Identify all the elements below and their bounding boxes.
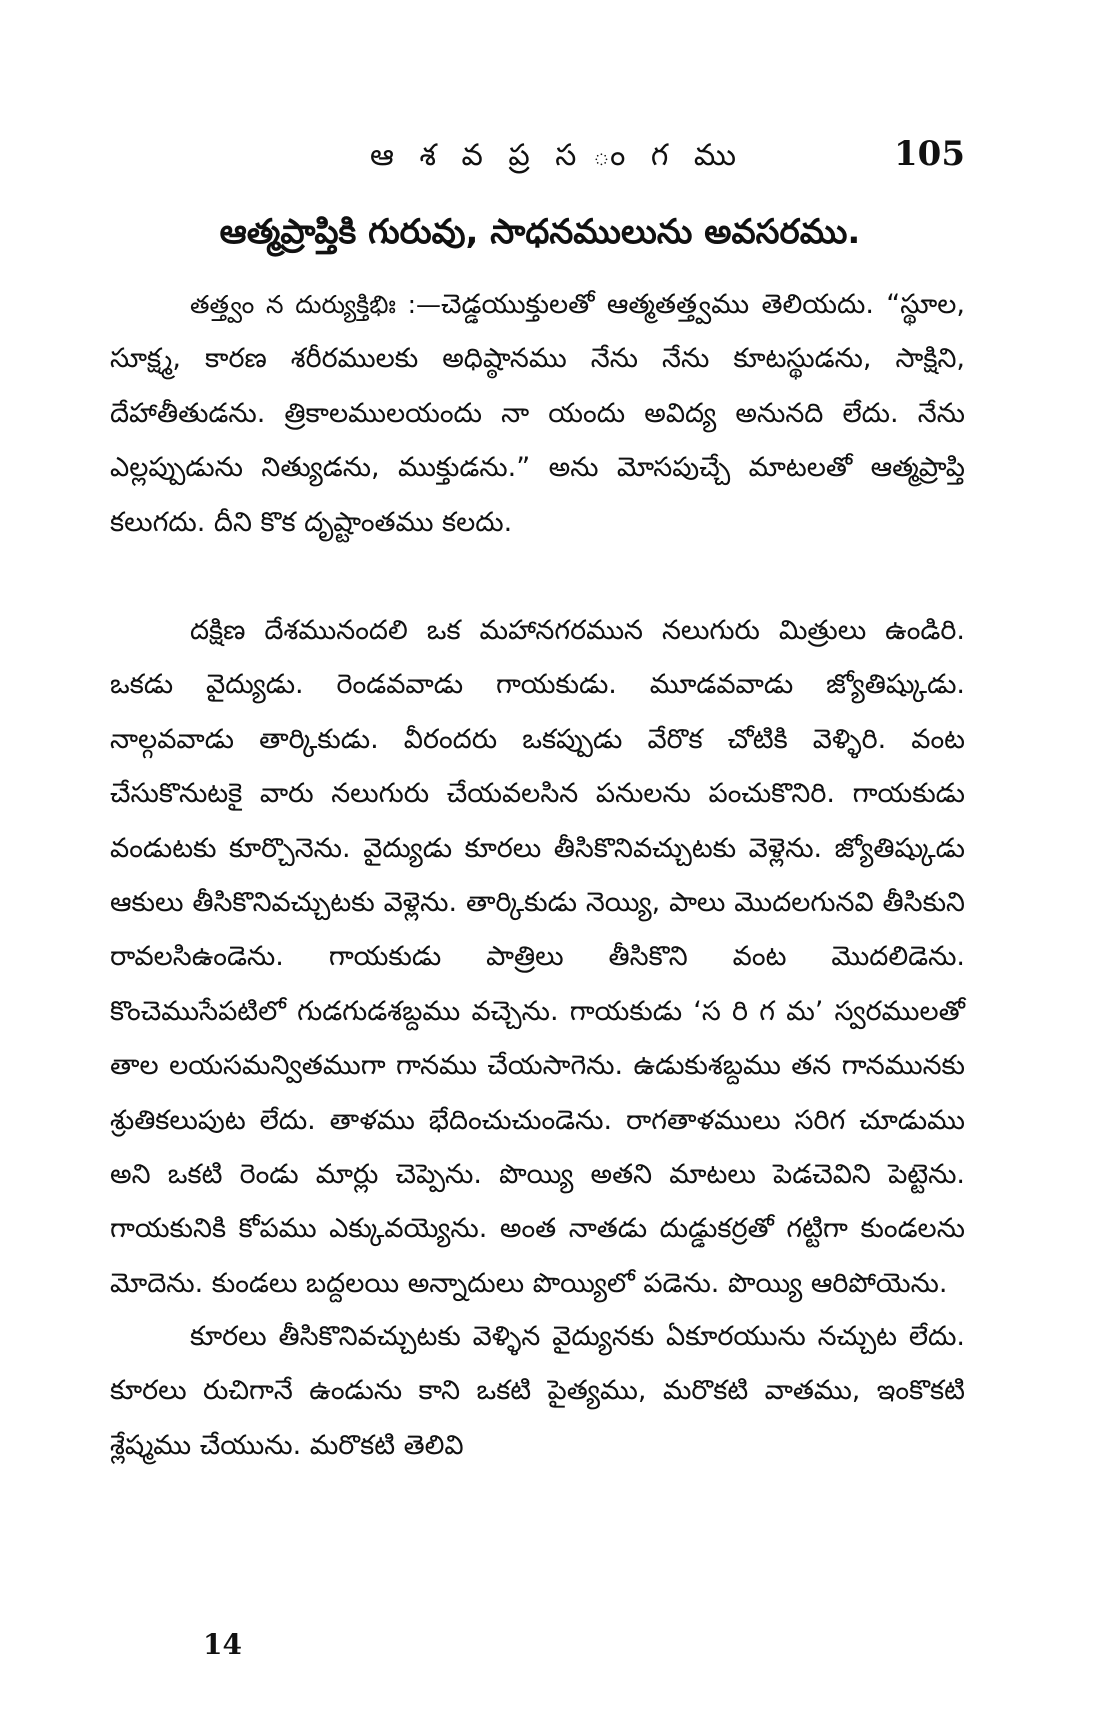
signature-mark: 14 (203, 1628, 242, 1661)
paragraph-1 (110, 278, 965, 604)
section-title: ఆత్మప్రాప్తికి గురువు, సాధనములును అవసరము. (219, 212, 861, 252)
page-header (110, 134, 965, 188)
paragraph-lead: తత్త్వం న దుర్యుక్తిభిః :— (190, 290, 442, 319)
page-number: 105 (894, 134, 965, 174)
paragraph-3: కూరలు తీసికొనివచ్చుటకు వెళ్ళిన వైద్యునకు ఏకూరయును నచ్చుట లేదు. కూరలు రుచిగానే ఉండును కాని ఒకటి పైత్యము, మరొకటి వాతము, ఇంకొకటి శ్లేష్మము చేయును. మరొకటి తెలివి (110, 1321, 965, 1461)
running-head: ఆ శ వ ప్ర స ం గ ము (370, 138, 745, 173)
paragraph-2: దక్షిణ దేశమునందలి ఒక మహానగరమున నలుగురు మిత్రులు ఉండిరి. ఒకడు వైద్యుడు. రెండవవాడు గాయకుడు. మూడవవాడు జ్యోతిష్కుడు. నాల్గవవాడు తార్కికుడు. వీరందరు ఒకప్పుడు వేరొక చోటికి వెళ్ళిరి. వంట చేసుకొనుటకై వారు నలుగురు చేయవలసిన పనులను పంచుకొనిరి. గాయకుడు వండుటకు కూర్చొనెను. వైద్యుడు కూరలు తీసికొనివచ్చుటకు వెళ్లెను. జ్యోతిష్కుడు ఆకులు తీసికొనివచ్చుటకు వెళ్లెను. తార్కికుడు నెయ్యి, పాలు మొదలగునవి తీసికుని రావలసిఉండెను. గాయకుడు పాత్రిలు తీసికొని వంట మొదలిడెను. కొంచెముసేపటిలో గుడగుడశబ్దము వచ్చెను. గాయకుడు ‘స రి గ మ’ స్వరములతో తాల లయసమన్వితముగా గానము చేయసాగెను. ఉడుకుశబ్దము తన గానమునకు శ్రుతికలుపుట లేదు. తాళము భేదించుచుండెను. రాగతాళములు సరిగ చూడుము అని ఒకటి రెండు మార్లు చెప్పెను. పొయ్యి అతని మాటలు పెడచెవిని పెట్టెను. గాయకునికి కోపము ఎక్కువయ్యెను. అంత నాతడు దుడ్డుకర్రతో గట్టిగా కుండలను మోదెను. కుండలు బద్దలయి అన్నాదులు పొయ్యిలో పడెను. పొయ్యి ఆరిపోయెను. (110, 615, 965, 1299)
body-text (110, 278, 965, 1473)
paragraph-1-text: చెడ్డయుక్తులతో ఆత్మతత్త్వము తెలియదు. “స్థూల, సూక్ష్మ, కారణ శరీరములకు అధిష్ఠానము నేను నేను కూటస్థుడను, సాక్షిని, దేహాతీతుడను. త్రికాలములయందు నా యందు అవిద్య అనునది లేదు. నేను ఎల్లప్పుడును నిత్యుడను, ముక్తుడను.” అను మోసపుచ్చే మాటలతో ఆత్మప్రాప్తి కలుగదు. దీని కొక దృష్టాంతము కలదు. (110, 289, 965, 538)
